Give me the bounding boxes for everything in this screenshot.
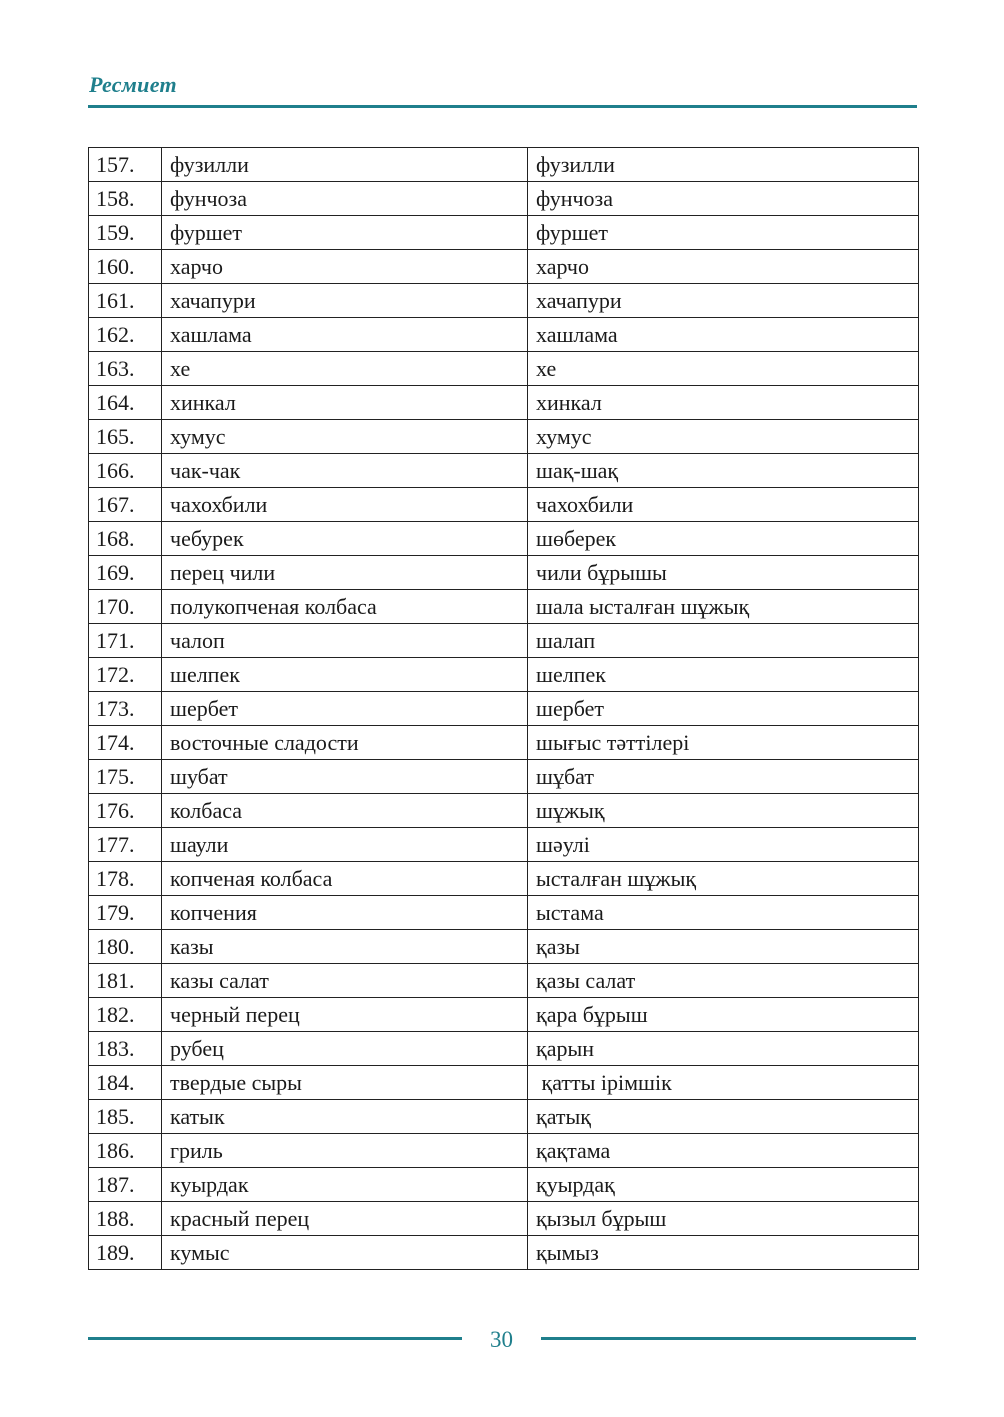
term-kazakh: чахохбили: [528, 488, 919, 522]
term-russian: хинкал: [162, 386, 528, 420]
term-russian: катык: [162, 1100, 528, 1134]
row-number: 173.: [89, 692, 162, 726]
row-number: 179.: [89, 896, 162, 930]
term-russian: хачапури: [162, 284, 528, 318]
term-russian: хумус: [162, 420, 528, 454]
term-russian: перец чили: [162, 556, 528, 590]
term-russian: гриль: [162, 1134, 528, 1168]
page-number: 30: [490, 1327, 513, 1352]
term-kazakh: хачапури: [528, 284, 919, 318]
term-kazakh: шөберек: [528, 522, 919, 556]
term-kazakh: қымыз: [528, 1236, 919, 1270]
term-russian: колбаса: [162, 794, 528, 828]
row-number: 175.: [89, 760, 162, 794]
term-kazakh: қуырдақ: [528, 1168, 919, 1202]
row-number: 188.: [89, 1202, 162, 1236]
footer-rule-left: [88, 1337, 462, 1340]
row-number: 162.: [89, 318, 162, 352]
term-russian: чак-чак: [162, 454, 528, 488]
table-row: [89, 148, 919, 182]
table-row: [89, 726, 919, 760]
term-russian: хашлама: [162, 318, 528, 352]
table-row: [89, 216, 919, 250]
term-russian: казы: [162, 930, 528, 964]
table-row: [89, 420, 919, 454]
term-kazakh: шербет: [528, 692, 919, 726]
row-number: 170.: [89, 590, 162, 624]
table-row: [89, 1032, 919, 1066]
row-number: 186.: [89, 1134, 162, 1168]
row-number: 183.: [89, 1032, 162, 1066]
table-row: [89, 318, 919, 352]
term-russian: полукопченая колбаса: [162, 590, 528, 624]
table-row: [89, 760, 919, 794]
term-russian: шербет: [162, 692, 528, 726]
table-row: [89, 454, 919, 488]
term-russian: шелпек: [162, 658, 528, 692]
term-kazakh: хашлама: [528, 318, 919, 352]
term-russian: рубец: [162, 1032, 528, 1066]
table-row: [89, 828, 919, 862]
term-kazakh: қызыл бұрыш: [528, 1202, 919, 1236]
table-row: [89, 930, 919, 964]
row-number: 157.: [89, 148, 162, 182]
term-russian: фунчоза: [162, 182, 528, 216]
term-kazakh: харчо: [528, 250, 919, 284]
row-number: 161.: [89, 284, 162, 318]
table-row: [89, 692, 919, 726]
term-russian: восточные сладости: [162, 726, 528, 760]
term-russian: чалоп: [162, 624, 528, 658]
term-kazakh: қатты ірімшік: [528, 1066, 919, 1100]
row-number: 189.: [89, 1236, 162, 1270]
table-row: [89, 1066, 919, 1100]
term-kazakh: қара бұрыш: [528, 998, 919, 1032]
row-number: 176.: [89, 794, 162, 828]
running-header-title: Ресмиет: [89, 72, 177, 97]
term-kazakh: қатық: [528, 1100, 919, 1134]
term-kazakh: ыстама: [528, 896, 919, 930]
row-number: 163.: [89, 352, 162, 386]
table-row: [89, 522, 919, 556]
term-kazakh: чили бұрышы: [528, 556, 919, 590]
row-number: 178.: [89, 862, 162, 896]
term-kazakh: фунчоза: [528, 182, 919, 216]
row-number: 167.: [89, 488, 162, 522]
row-number: 177.: [89, 828, 162, 862]
term-kazakh: шұбат: [528, 760, 919, 794]
term-kazakh: шелпек: [528, 658, 919, 692]
table-row: [89, 488, 919, 522]
term-russian: черный перец: [162, 998, 528, 1032]
term-russian: кумыс: [162, 1236, 528, 1270]
term-russian: шубат: [162, 760, 528, 794]
table-row: [89, 1134, 919, 1168]
row-number: 165.: [89, 420, 162, 454]
table-row: [89, 590, 919, 624]
row-number: 182.: [89, 998, 162, 1032]
term-kazakh: шала ысталған шұжық: [528, 590, 919, 624]
term-kazakh: шығыс тәттілері: [528, 726, 919, 760]
row-number: 181.: [89, 964, 162, 998]
term-kazakh: фуршет: [528, 216, 919, 250]
table-row: [89, 862, 919, 896]
term-russian: чахохбили: [162, 488, 528, 522]
term-kazakh: қарын: [528, 1032, 919, 1066]
row-number: 158.: [89, 182, 162, 216]
term-kazakh: хумус: [528, 420, 919, 454]
table-row: [89, 624, 919, 658]
table-row: [89, 998, 919, 1032]
term-russian: шаули: [162, 828, 528, 862]
term-russian: копченая колбаса: [162, 862, 528, 896]
table-row: [89, 352, 919, 386]
term-russian: куырдак: [162, 1168, 528, 1202]
term-kazakh: хинкал: [528, 386, 919, 420]
term-kazakh: хе: [528, 352, 919, 386]
row-number: 184.: [89, 1066, 162, 1100]
term-kazakh: шұжық: [528, 794, 919, 828]
term-russian: красный перец: [162, 1202, 528, 1236]
row-number: 164.: [89, 386, 162, 420]
term-russian: фузилли: [162, 148, 528, 182]
footer-rule-right: [541, 1337, 916, 1340]
term-russian: харчо: [162, 250, 528, 284]
table-row: [89, 1236, 919, 1270]
row-number: 180.: [89, 930, 162, 964]
table-row: [89, 1202, 919, 1236]
term-kazakh: шалап: [528, 624, 919, 658]
term-russian: чебурек: [162, 522, 528, 556]
table-row: [89, 1100, 919, 1134]
row-number: 159.: [89, 216, 162, 250]
term-kazakh: қазы: [528, 930, 919, 964]
table-row: [89, 964, 919, 998]
term-kazakh: қақтама: [528, 1134, 919, 1168]
term-kazakh: фузилли: [528, 148, 919, 182]
term-kazakh: шақ-шақ: [528, 454, 919, 488]
term-kazakh: шәулі: [528, 828, 919, 862]
table-row: [89, 896, 919, 930]
term-russian: хе: [162, 352, 528, 386]
term-kazakh: қазы салат: [528, 964, 919, 998]
row-number: 166.: [89, 454, 162, 488]
term-russian: копчения: [162, 896, 528, 930]
glossary-table: [88, 147, 919, 1270]
table-row: [89, 386, 919, 420]
header-rule: [88, 105, 917, 108]
table-row: [89, 1168, 919, 1202]
row-number: 171.: [89, 624, 162, 658]
row-number: 185.: [89, 1100, 162, 1134]
table-row: [89, 250, 919, 284]
glossary-body: [89, 148, 919, 1270]
term-russian: твердые сыры: [162, 1066, 528, 1100]
term-russian: казы салат: [162, 964, 528, 998]
row-number: 169.: [89, 556, 162, 590]
row-number: 172.: [89, 658, 162, 692]
row-number: 168.: [89, 522, 162, 556]
table-row: [89, 284, 919, 318]
table-row: [89, 556, 919, 590]
row-number: 160.: [89, 250, 162, 284]
row-number: 187.: [89, 1168, 162, 1202]
row-number: 174.: [89, 726, 162, 760]
table-row: [89, 182, 919, 216]
table-row: [89, 658, 919, 692]
term-kazakh: ысталған шұжық: [528, 862, 919, 896]
term-russian: фуршет: [162, 216, 528, 250]
table-row: [89, 794, 919, 828]
